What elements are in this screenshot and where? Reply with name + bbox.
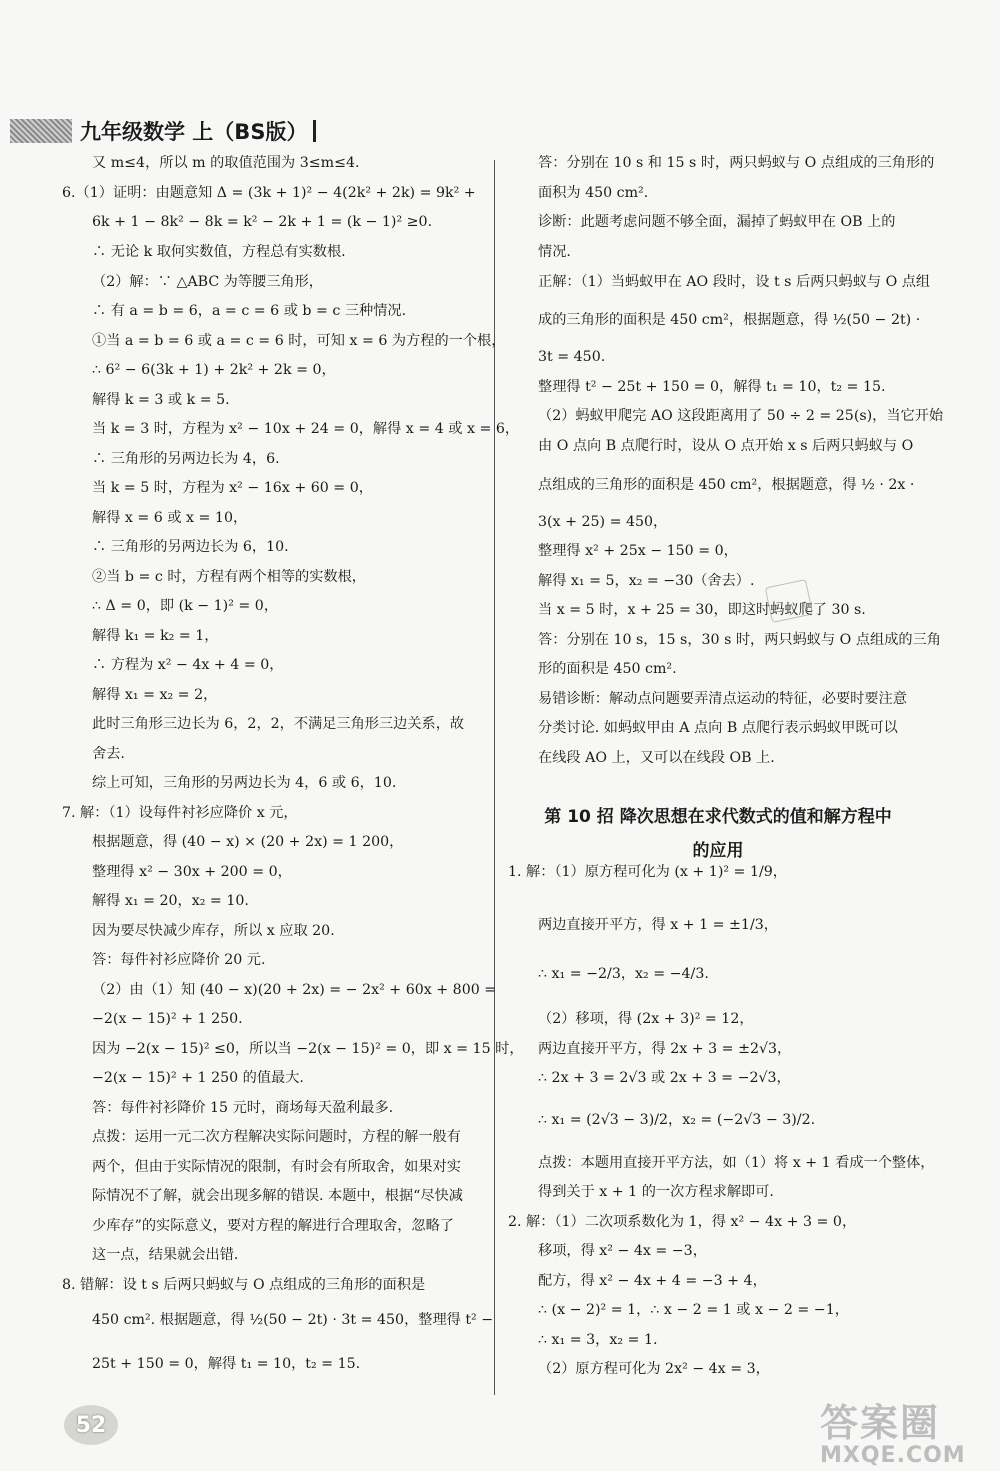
text-line: 正解：（1）当蚂蚁甲在 AO 段时，设 t s 后两只蚂蚁与 O 点组: [538, 274, 931, 290]
text-line: 形的面积是 450 cm².: [538, 661, 677, 677]
text-line: 点组成的三角形的面积是 450 cm²，根据题意，得 ½ · 2x ·: [538, 477, 915, 493]
page-number: 52: [64, 1405, 118, 1445]
text-line: −2(x − 15)² + 1 250.: [92, 1011, 243, 1027]
text-line: 7. 解：（1）设每件衬衫应降价 x 元，: [62, 805, 298, 821]
text-line: 解得 x₁ = 5，x₂ = −30（舍去）.: [538, 573, 755, 589]
text-line: 答：每件衬衫降价 15 元时，商场每天盈利最多.: [92, 1100, 394, 1116]
text-line: 当 k = 3 时，方程为 x² − 10x + 24 = 0，解得 x = 4 或 x = 6，: [92, 421, 520, 437]
text-line: 1. 解：（1）原方程可化为 (x + 1)² = 1/9，: [508, 864, 787, 880]
text-line: 综上可知，三角形的另两边长为 4，6 或 6，10.: [92, 775, 397, 791]
page-header: [10, 118, 316, 144]
text-line: 解得 k = 3 或 k = 5.: [92, 392, 230, 408]
text-line: ∴ x₁ = −2/3，x₂ = −4/3.: [538, 966, 709, 982]
text-line: 整理得 t² − 25t + 150 = 0，解得 t₁ = 10，t₂ = 15.: [538, 379, 886, 395]
text-line: 在线段 AO 上，又可以在线段 OB 上.: [538, 750, 775, 766]
text-line: 450 cm². 根据题意，得 ½(50 − 2t) · 3t = 450，整理得 t² −: [92, 1312, 494, 1328]
section-title: 第 10 招 降次思想在求代数式的值和解方程中: [544, 807, 892, 827]
text-line: 少库存”的实际意义，要对方程的解进行合理取舍，忽略了: [92, 1218, 454, 1234]
text-line: 此时三角形三边长为 6，2，2，不满足三角形三边关系，故: [92, 716, 465, 732]
text-line: ∴ 方程为 x² − 4x + 4 = 0，: [92, 657, 284, 673]
text-line: 整理得 x² + 25x − 150 = 0，: [538, 543, 738, 559]
text-line: 得到关于 x + 1 的一次方程求解即可.: [538, 1184, 774, 1200]
text-line: ∴ 三角形的另两边长为 4，6.: [92, 451, 280, 467]
text-line: 解得 x₁ = 20，x₂ = 10.: [92, 893, 249, 909]
text-line: 舍去.: [92, 746, 125, 762]
text-line: （2）移项，得 (2x + 3)² = 12，: [538, 1011, 754, 1027]
text-line: ∴ Δ = 0，即 (k − 1)² = 0，: [92, 598, 279, 614]
text-line: ∴ x₁ = 3，x₂ = 1.: [538, 1332, 658, 1348]
text-line: 由 O 点向 B 点爬行时，设从 O 点开始 x s 后两只蚂蚁与 O: [538, 438, 914, 454]
text-line: 这一点，结果就会出错.: [92, 1247, 239, 1263]
text-line: 答：分别在 10 s，15 s，30 s 时，两只蚂蚁与 O 点组成的三角: [538, 632, 941, 648]
text-line: −2(x − 15)² + 1 250 的值最大.: [92, 1070, 304, 1086]
text-line: 两个，但由于实际情况的限制，有时会有所取舍，如果对实: [92, 1159, 461, 1175]
text-line: 移项，得 x² − 4x = −3，: [538, 1243, 707, 1259]
watermark-url: MXQE.COM: [820, 1443, 966, 1468]
text-line: 易错诊断：解动点问题要弄清点运动的特征，必要时要注意: [538, 691, 907, 707]
text-line: 整理得 x² − 30x + 200 = 0，: [92, 864, 292, 880]
text-line: 3(x + 25) = 450，: [538, 514, 668, 530]
text-line: ∴ 6² − 6(3k + 1) + 2k² + 2k = 0，: [92, 362, 336, 378]
text-line: ∴ 三角形的另两边长为 6，10.: [92, 539, 289, 555]
text-line: （2）由（1）知 (40 − x)(20 + 2x) = − 2x² + 60x + 800 =: [92, 982, 497, 998]
text-line: 成的三角形的面积是 450 cm²，根据题意，得 ½(50 − 2t) ·: [538, 312, 921, 328]
watermark-text: 答案圈: [820, 1401, 941, 1445]
watermark-logo: [820, 1392, 990, 1468]
text-line: 解得 x = 6 或 x = 10，: [92, 510, 248, 526]
text-line: ①当 a = b = 6 或 a = c = 6 时，可知 x = 6 为方程的一个根，: [92, 333, 506, 349]
text-line: ∴ x₁ = (2√3 − 3)/2，x₂ = (−2√3 − 3)/2.: [538, 1112, 816, 1128]
text-line: 答：每件衬衫应降价 20 元.: [92, 952, 266, 968]
text-line: 根据题意，得 (40 − x) × (20 + 2x) = 1 200，: [92, 834, 404, 850]
text-line: 当 k = 5 时，方程为 x² − 16x + 60 = 0，: [92, 480, 373, 496]
text-line: 点拨：运用一元二次方程解决实际问题时，方程的解一般有: [92, 1129, 461, 1145]
text-line: 分类讨论. 如蚂蚁甲由 A 点向 B 点爬行表示蚂蚁甲既可以: [538, 720, 898, 736]
text-line: 当 x = 5 时，x + 25 = 30，即这时蚂蚁爬了 30 s.: [538, 602, 866, 618]
text-line: 面积为 450 cm².: [538, 185, 649, 201]
text-line: 6k + 1 − 8k² − 8k = k² − 2k + 1 = (k − 1)² ≥0.: [92, 214, 433, 230]
text-line: 点拨：本题用直接开平方法，如（1）将 x + 1 看成一个整体，: [538, 1155, 935, 1171]
text-line: 答：分别在 10 s 和 15 s 时，两只蚂蚁与 O 点组成的三角形的: [538, 155, 935, 171]
text-line: 2. 解：（1）二次项系数化为 1，得 x² − 4x + 3 = 0，: [508, 1214, 857, 1230]
text-line: ∴ (x − 2)² = 1，∴ x − 2 = 1 或 x − 2 = −1，: [538, 1302, 849, 1318]
text-line: （2）蚂蚁甲爬完 AO 这段距离用了 50 ÷ 2 = 25(s)，当它开始: [538, 408, 944, 424]
text-line: ②当 b = c 时，方程有两个相等的实数根，: [92, 569, 366, 585]
text-line: 诊断：此题考虑问题不够全面，漏掉了蚂蚁甲在 OB 上的: [538, 214, 896, 230]
text-line: （2）原方程可化为 2x² − 4x = 3，: [538, 1361, 770, 1377]
text-line: ∴ 有 a = b = 6，a = c = 6 或 b = c 三种情况.: [92, 303, 407, 319]
header-decoration: [10, 119, 72, 143]
text-line: ∴ 无论 k 取何实数值，方程总有实数根.: [92, 244, 346, 260]
section-title-cont: 的应用: [692, 841, 744, 861]
text-line: 际情况不了解，就会出现多解的错误. 本题中，根据“尽快减: [92, 1188, 463, 1204]
text-line: 又 m≤4，所以 m 的取值范围为 3≤m≤4.: [92, 155, 360, 171]
text-line: 3t = 450.: [538, 349, 606, 365]
text-line: 解得 k₁ = k₂ = 1，: [92, 628, 219, 644]
text-line: 因为 −2(x − 15)² ≤0，所以当 −2(x − 15)² = 0，即 x = 15 时，: [92, 1041, 524, 1057]
text-line: 两边直接开平方，得 2x + 3 = ±2√3，: [538, 1041, 792, 1057]
text-line: 6.（1）证明：由题意知 Δ = (3k + 1)² − 4(2k² + 2k) = 9k² +: [62, 185, 476, 201]
text-line: （2）解：∵ △ABC 为等腰三角形，: [92, 274, 323, 290]
text-line: 配方，得 x² − 4x + 4 = −3 + 4，: [538, 1273, 767, 1289]
text-line: 两边直接开平方，得 x + 1 = ±1/3，: [538, 917, 778, 933]
page-title: 九年级数学 上（BS版）: [80, 120, 308, 144]
text-line: 解得 x₁ = x₂ = 2，: [92, 687, 218, 703]
text-line: 8. 错解：设 t s 后两只蚂蚁与 O 点组成的三角形的面积是: [62, 1277, 426, 1293]
text-line: 25t + 150 = 0，解得 t₁ = 10，t₂ = 15.: [92, 1356, 361, 1372]
text-line: ∴ 2x + 3 = 2√3 或 2x + 3 = −2√3，: [538, 1070, 791, 1086]
header-divider: [313, 120, 316, 142]
text-line: 因为要尽快减少库存，所以 x 应取 20.: [92, 923, 335, 939]
text-line: 情况.: [538, 244, 571, 260]
